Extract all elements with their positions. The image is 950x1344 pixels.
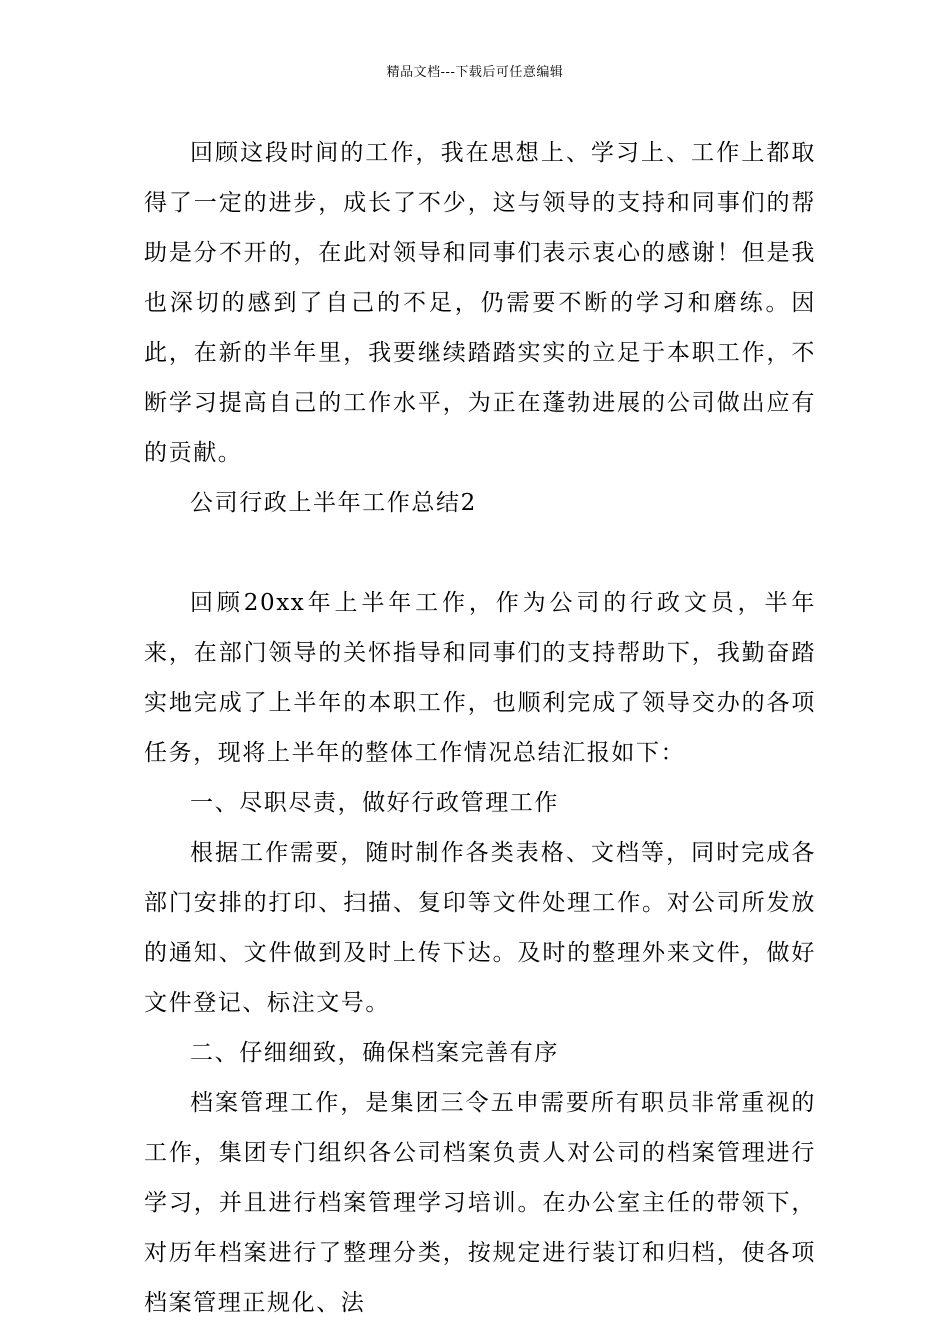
paragraph-admin-work: 根据工作需要，随时制作各类表格、文档等，同时完成各部门安排的打印、扫描、复印等文件处理工作。对公司所发放的通知、文件做到及时上传下达。及时的整理外来文件，做好文件登记、标注文号。 <box>144 840 816 1016</box>
paragraph-review-summary: 回顾这段时间的工作，我在思想上、学习上、工作上都取得了一定的进步，成长了不少，这与领导的支持和同事们的帮助是分不开的，在此对领导和同事们表示衷心的感谢！但是我也深切的感到了自己的不足，仍需要不断的学习和磨练。因此，在新的半年里，我要继续踏踏实实的立足于本职工作，不断学习提高自己的工作水平，为正在蓬勃进展的公司做出应有的贡献。 <box>144 140 816 466</box>
paragraph-archives-work: 档案管理工作，是集团三令五申需要所有职员非常重视的工作，集团专门组织各公司档案负责人对公司的档案管理进行学习，并且进行档案管理学习培训。在办公室主任的带领下，对历年档案进行了整理分类，按规定进行装订和归档，使各项档案管理正规化、法 <box>144 1090 816 1316</box>
page-header: 精品文档---下载后可任意编辑 <box>386 65 564 80</box>
section-heading-archives: 二、仔细细致，确保档案完善有序 <box>190 1040 559 1066</box>
section-title-summary-2: 公司行政上半年工作总结2 <box>190 490 477 516</box>
document-body <box>144 128 816 1328</box>
blank-line <box>144 528 816 578</box>
section-heading-admin: 一、尽职尽责，做好行政管理工作 <box>190 790 559 816</box>
paragraph-intro: 回顾20xx年上半年工作，作为公司的行政文员，半年来，在部门领导的关怀指导和同事们的支持帮助下，我勤奋踏实地完成了上半年的本职工作，也顺利完成了领导交办的各项任务，现将上半年的整体工作情况总结汇报如下： <box>144 590 816 766</box>
